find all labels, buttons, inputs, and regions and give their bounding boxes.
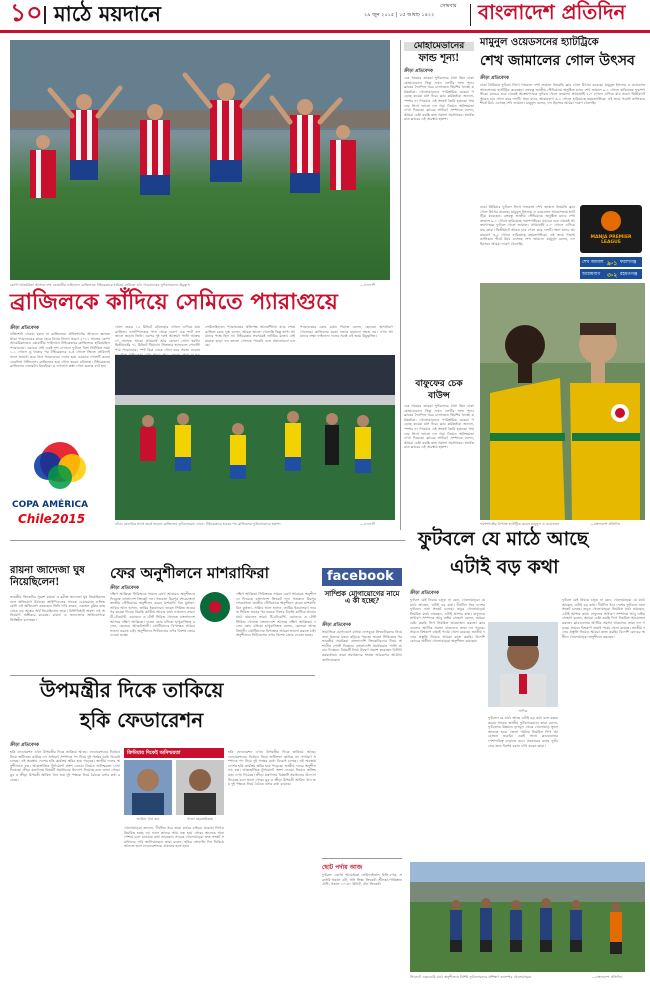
facebook-logo-text: facebook bbox=[327, 569, 394, 584]
score-team-b-1: ফরাশগঞ্জ bbox=[620, 260, 637, 265]
mashrafi-headline: ফের অনুশীলনে মাশরাফিরা bbox=[110, 564, 270, 582]
hockey-headline-2: হকি ফেডারেশন bbox=[80, 708, 204, 732]
facebook-byline: ক্রীড়া প্রতিবেদক bbox=[322, 623, 351, 628]
copa-logo-line2: Chile2015 bbox=[18, 512, 86, 526]
football-body-3: ফুটবল যেই নিয়মে চলুক না কেন, খেলোয়াড়রা যে মাঠে আছেন, এটাই বড় কথা। দীর্ঘদিন ধরে দেশের ফুটবলে নানা সংকট চলছে। তবুও খেলোয়াড়রা নিয়মিত মাঠে নামছেন, এটাই আশার কথা। বাফুফের সাধারণ সম্পাদক আবু নাঈম সোহাগ বলেন, আমরা চেষ্টা করছি লিগ নিয়মিত আয়োজন করতে। ক্লাবগুলোর আর্থিক সমস্যা থাকলেও তারা দল গড়ছে। সামনে বিশ্বকাপ বাছাই পর্বের খেলা রয়েছে। জাতীয় দলের প্রস্তুতি নিয়েও আমরা কাজ করছি। বিদেশি কোচের অধীনে খেলোয়াড়রা অনুশীলন করছেন। bbox=[562, 598, 645, 639]
bcb-logo-inner bbox=[209, 601, 221, 613]
hockey-portrait-caption-2: খাজা রহমতউল্লাহ bbox=[187, 817, 213, 821]
mamunul-wedson-photo bbox=[480, 283, 645, 520]
lead-headline: ব্রাজিলকে কাঁদিয়ে সেমিতে প্যারাগুয়ে bbox=[10, 289, 338, 315]
score-value-1: ৯-১ bbox=[607, 260, 618, 267]
score-team-a-1: শেখ জামাল bbox=[582, 260, 604, 265]
score-row-1 bbox=[580, 257, 642, 267]
facebook-logo bbox=[322, 568, 402, 586]
mamunul-photo-caption: ফরাশগঞ্জের বিপক্ষে হ্যাটট্রিক করেন মামুনুল ও ওয়েডসন bbox=[480, 522, 560, 526]
weekday: সোমবার bbox=[440, 3, 457, 9]
copa-logo-line1: COPA AMÉRICA bbox=[12, 500, 89, 510]
mashrafi-body-1: দক্ষিণ আফ্রিকা সিরিজকে সামনে রেখে আবারও অনুশীলনে ফিরেছে বাংলাদেশ ক্রিকেট দল। গতকাল মিরপুর শেরেবাংলা জাতীয় স্টেডিয়ামে অনুশীলন করেন মাশরাফি বিন মুর্তজা, সাকিব আল হাসান, তামিম ইকবালরা। ভারত সিরিজ জয়ের পর কয়েক দিনের বিরতি কাটিয়ে আবার মাঠে নামলেন তারা। টি-টোয়েন্টি, ওয়ানডে ও টেস্ট সিরিজ খেলতে বাংলাদেশে আসছে দক্ষিণ আফ্রিকা। দলের কোচ চন্ডিকা হাথুরুসিংহে বলেন, ছেলেরা আত্মবিশ্বাসী। প্রোটিয়াদের বিপক্ষেও আমরা ভালো করতে চাই। অনুশীলনে ফিটনেসের ওপর বিশেষ জোর দেওয়া হচ্ছে। bbox=[110, 592, 195, 638]
mamunul-body: ঢাকা প্রিমিয়ার ফুটবল লিগে গতকাল শেখ জামাল ধানমন্ডি ক্লাব গোল উৎসব করেছে। মামুনুল ইসলাম ও ওয়েডসন আনসেলমে হ্যাটট্রিক করেছেন। বঙ্গবন্ধু জাতীয় স্টেডিয়ামে অনুষ্ঠিত ম্যাচে শেখ জামাল ৯-১ গোলে হারিয়েছে ফরাশগঞ্জকে। ম্যাচের শুরু থেকেই আক্রমণাত্মক ফুটবল খেলে জামাল। প্রথমার্ধেই ৫-০ গোলে এগিয়ে যায় তারা। দ্বিতীয়ার্ধে আরও চার গোল করে দলটি। অন্য ম্যাচে আরামবাগ ৩-২ গোলে হারিয়েছে রহমতগঞ্জকে। এই জয়ে পয়েন্ট তালিকার শীর্ষে উঠে এসেছে শেখ জামাল। মামুনুল বলেন, দল হিসেবে আমরা দারুণ খেলেছি। bbox=[480, 83, 645, 106]
celebration-illustration bbox=[10, 40, 390, 280]
football-body-1: ফুটবল যেই নিয়মে চলুক না কেন, খেলোয়াড়রা যে মাঠে আছেন, এটাই বড় কথা। দীর্ঘদিন ধরে দেশের ফুটবলে নানা সংকট চলছে। তবুও খেলোয়াড়রা নিয়মিত মাঠে নামছেন, এটাই আশার কথা। বাফুফের সাধারণ সম্পাদক আবু নাঈম সোহাগ বলেন, আমরা চেষ্টা করছি লিগ নিয়মিত আয়োজন করতে। ক্লাবগুলোর আর্থিক সমস্যা থাকলেও তারা দল গড়ছে। সামনে বিশ্বকাপ বাছাই পর্বের খেলা রয়েছে। জাতীয় দলের প্রস্তুতি নিয়েও আমরা কাজ করছি। বিদেশি কোচের অধীনে খেলোয়াড়রা অনুশীলন করছেন। bbox=[410, 598, 485, 644]
column-rule bbox=[400, 40, 401, 530]
hockey-badge bbox=[124, 748, 224, 758]
hockey-badge-text: ক্রিমিয়ার দিকেই অনিশ্চয়তা bbox=[127, 750, 181, 756]
tv-schedule-body: ফুটবল: কোপা আমেরিকা সেমিফাইনাল চিলি-পেরু, সরাসরি সকাল ৫টা, সনি সিক্স। ক্রিকেট: শ্রীলঙ্কা-পাকিস্তান টেস্ট, সকাল ১০-৩০ মিনিট, টেন ক্রিকেট। bbox=[322, 873, 402, 887]
mohammedan-byline: ক্রীড়া প্রতিবেদক bbox=[404, 69, 433, 74]
hockey-headline-1: উপমন্ত্রীর দিকে তাকিয়ে bbox=[40, 678, 224, 702]
portrait-2-illustration bbox=[176, 760, 224, 815]
football-byline: ক্রীড়া প্রতিবেদক bbox=[410, 591, 439, 596]
football-headline-1: ফুটবলে যে মাঠে আছে bbox=[418, 528, 589, 550]
copa-america-logo bbox=[10, 432, 110, 532]
mashrafi-byline: ক্রীড়া প্রতিবেদক bbox=[110, 586, 139, 591]
rayna-headline-1: রায়না জাদেজা ঘুষ bbox=[10, 565, 85, 576]
lead-body-col1: প্রতিশোধ নেওয়া হলো না ব্রাজিলের। প্রতিশোধের আগুনে জ্বলতে থাকা প্যারাগুয়ের কাছে হেরে বিদায় নিলো তারা। ২০১১ সালের কোপা আমেরিকাতেও কোয়ার্টার ফাইনালে টাইব্রেকারে ব্রাজিলকে হারিয়েছিল প্যারাগুয়ে। এবারও সেই একই দৃশ্য দেখলো ফুটবল বিশ্ব। নির্ধারিত সময় ১-১ গোলে ড্র থাকার পর টাইব্রেকারে ৪-৩ গোলে জিতে সেমিফাইনালে জায়গা করে নিল প্যারাগুয়ে। দলের হয়ে একমাত্র গোলটি করেন ডেরলিস গঞ্জালেস। ব্রাজিলের হয়ে গোল করেন রবিনহো। টাইব্রেকারে ব্রাজিলের এভারটন রিবেইরো ও ডগলাস কস্তা গোল করতে ব্যর্থ হন। bbox=[10, 332, 110, 369]
lead-byline: ক্রীড়া প্রতিবেদক bbox=[10, 326, 39, 331]
tv-schedule-title: ছোট পর্দায় আজ bbox=[322, 864, 363, 871]
mashrafi-body-2: দক্ষিণ আফ্রিকা সিরিজকে সামনে রেখে আবারও অনুশীলনে ফিরেছে বাংলাদেশ ক্রিকেট দল। গতকাল মিরপুর শেরেবাংলা জাতীয় স্টেডিয়ামে অনুশীলন করেন মাশরাফি বিন মুর্তজা, সাকিব আল হাসান, তামিম ইকবালরা। ভারত সিরিজ জয়ের পর কয়েক দিনের বিরতি কাটিয়ে আবার মাঠে নামলেন তারা। টি-টোয়েন্টি, ওয়ানডে ও টেস্ট সিরিজ খেলতে বাংলাদেশে আসছে দক্ষিণ আফ্রিকা। দলের কোচ চন্ডিকা হাথুরুসিংহে বলেন, ছেলেরা আত্মবিশ্বাসী। প্রোটিয়াদের বিপক্ষেও আমরা ভালো করতে চাই। অনুশীলনে ফিটনেসের ওপর বিশেষ জোর দেওয়া হচ্ছে। bbox=[236, 592, 316, 638]
hockey-byline: ক্রীড়া প্রতিবেদক bbox=[10, 743, 39, 748]
mamunul-headline-1: মামুনুল ওয়েডসনের হ্যাটট্রিকে bbox=[480, 37, 599, 48]
score-team-b-2: রহমতগঞ্জ bbox=[620, 272, 638, 277]
mohammedan-subhead-1: বাফুফের চেক bbox=[415, 379, 463, 389]
sadiq-portrait-illustration bbox=[488, 622, 558, 707]
section-rule bbox=[10, 540, 405, 541]
league-logo-text: MANJA PREMIER LEAGUE bbox=[590, 235, 632, 245]
lead-photo-credit: —এএফপি bbox=[360, 283, 376, 287]
brazil-match-illustration bbox=[115, 355, 395, 520]
score-team-a-2: আরামবাগ bbox=[582, 272, 601, 277]
football-headline-2: এটাই বড় কথা bbox=[450, 556, 559, 578]
tv-schedule-box bbox=[322, 858, 402, 977]
section-rule-2 bbox=[10, 675, 315, 676]
lead-photo-caption: কোপা আমেরিকা আসরে শেষ কোয়ার্টার ফাইনালে ব্রাজিলকে টাইব্রেকারে হারিয়ে সেমিতে ওঠা প্যারাগুয়ের ফুটবলারদের উচ্ছ্বাস bbox=[10, 283, 190, 287]
sadiq-portrait-caption: সাদিক bbox=[518, 709, 528, 713]
mohammedan-body: এক সময়ের তারকা ফুটবলারে ঠাসা ছিল ঢাকা মোহামেডান। কিন্তু এখন দলটির ফান্ড শূন্য। ক্লাবের দৈনন্দিন খরচ চালাতেও হিমশিম খাচ্ছে কর্মকর্তারা। খেলোয়াড়দের পারিশ্রমিক বকেয়া পড়েছে কয়েক মাস ধরে। ক্লাব কর্মকর্তারা জানান, স্পন্সর না পাওয়ায় এই সংকট তৈরি হয়েছে। সামনের লিগে ভালো দল গড়া নিয়েও অনিশ্চয়তা দেখা দিয়েছে। ক্লাবের সাধারণ সম্পাদক বলেন, আমরা চেষ্টা করছি দ্রুত সমস্যা সমাধানের। সমর্থকরাও ক্লাবের এই অবস্থায় হতাশ। bbox=[404, 76, 474, 122]
lead-body-col4: প্যারাগুয়ের কোচ রামন দিয়াজ বলেন, ছেলেরা অসাধারণ খেলেছে। ব্রাজিলের মতো দলকে হারানো সহজ নয়। এখন আমাদের লক্ষ্য ফাইনাল। দলের সবাই এই জয়ে উচ্ছ্বসিত। bbox=[300, 325, 393, 339]
hockey-portrait-1 bbox=[124, 760, 172, 815]
sadiq-portrait bbox=[488, 622, 558, 707]
hockey-portrait-caption-1: আরিফ খান জয় bbox=[136, 817, 160, 821]
mohammedan-headline-2: ফান্ড শূন্য! bbox=[418, 53, 460, 64]
football-body-2: ফুটবলে যে মাঠে আছে এটাই বড় কথা বলে মন্তব্য করেন সাবেক জাতীয় ফুটবলাররাও। তারা বলেন, ফুটবলের উন্নয়নে তৃণমূল থেকে খেলোয়াড় তুলে আনতে হবে। জেলা পর্যায়ে নিয়মিত লিগ আয়োজন জরুরি। একই সাথে ক্লাবগুলোর পেশাদারিত্ব বাড়াতে হবে। সরকারের কাছে ফুটবলের জন্য বিশেষ বরাদ্দ দাবি করেন তারা। bbox=[488, 716, 558, 748]
training-photo-credit: —বাংলাদেশ প্রতিদিন bbox=[592, 975, 622, 979]
mohammedan-body-2: এক সময়ের তারকা ফুটবলারে ঠাসা ছিল ঢাকা মোহামেডান। কিন্তু এখন দলটির ফান্ড শূন্য। ক্লাবের দৈনন্দিন খরচ চালাতেও হিমশিম খাচ্ছে কর্মকর্তারা। খেলোয়াড়দের পারিশ্রমিক বকেয়া পড়েছে কয়েক মাস ধরে। ক্লাব কর্মকর্তারা জানান, স্পন্সর না পাওয়ায় এই সংকট তৈরি হয়েছে। সামনের লিগে ভালো দল গড়া নিয়েও অনিশ্চয়তা দেখা দিয়েছে। ক্লাবের সাধারণ সম্পাদক বলেন, আমরা চেষ্টা করছি দ্রুত সমস্যা সমাধানের। সমর্থকরাও ক্লাবের এই অবস্থায় হতাশ। bbox=[404, 404, 474, 450]
masthead-rule bbox=[0, 30, 650, 33]
masthead-divider bbox=[44, 6, 46, 24]
hockey-body-1: হকি ফেডারেশন এখন উপমন্ত্রীর দিকে তাকিয়ে আছে। ফেডারেশনের নির্বাচন নিয়ে জটিলতা কাটছে না। সাধারণ সম্পাদক পদ নিয়ে দুই পক্ষের মধ্যে বিরোধ চলছে। এই অবস্থায় দেশের হকি কার্যক্রম স্থবির হয়ে পড়েছে। জাতীয় দলের অনুশীলনও বন্ধ। আন্তর্জাতিক টুর্নামেন্টে অংশ নেওয়া নিয়েও অনিশ্চয়তা দেখা দিয়েছে। ক্রীড়া মন্ত্রণালয় বিষয়টি সমাধানের উদ্যোগ নিয়েছে বলে জানা গেছে। যুব ও ক্রীড়া উপমন্ত্রী আরিফ খান জয় দুই পক্ষকে নিয়ে বৈঠকে বসার কথা রয়েছে। bbox=[10, 750, 120, 782]
brazil-photo-caption: বাঁয়ে: রেফারির সাথে তর্কে জড়ান ব্রাজিলের ফুটবলাররা। ডানে: টাইব্রেকারে হারের পর ব্রাজিলের ফুটবলারদের হতাশা bbox=[115, 522, 281, 526]
portrait-1-illustration bbox=[124, 760, 172, 815]
bcb-logo bbox=[200, 592, 230, 622]
players-illustration bbox=[480, 283, 645, 520]
facebook-headline: সাম্প্রিক মোগায়োগের নামে এ কী হচ্ছে? bbox=[324, 589, 400, 606]
hockey-portrait-2 bbox=[176, 760, 224, 815]
mamunul-byline: ক্রীড়া প্রতিবেদক bbox=[480, 76, 509, 81]
masthead-divider-2 bbox=[470, 4, 471, 26]
mohammedan-headline-1: মোহামেডানের bbox=[404, 42, 474, 51]
paper-name: বাংলাদেশ প্রতিদিন bbox=[478, 0, 626, 24]
score-row-2 bbox=[580, 269, 642, 279]
lead-body-col3: সেমিফাইনালে প্যারাগুয়ের প্রতিপক্ষ আর্জেন্টিনা। ম্যাচ শেষে ব্রাজিল কোচ দুঙ্গা বলেন, আমরা ভালো খেলেছি কিন্তু ভাগ্য আমাদের পক্ষে ছিল না। টাইব্রেকার সবসময়ই লটারির মতো। নেইমারকে ছাড়া দল ভালো খেলতে পারেনি বলে সমালোচনা চলছে। bbox=[205, 325, 295, 348]
section-title: মাঠে ময়দানে bbox=[54, 1, 161, 26]
mamunul-photo-credit: —বাংলাদেশ প্রতিদিন bbox=[590, 522, 620, 526]
hockey-body-3: হকি ফেডারেশন এখন উপমন্ত্রীর দিকে তাকিয়ে আছে। ফেডারেশনের নির্বাচন নিয়ে জটিলতা কাটছে না। সাধারণ সম্পাদক পদ নিয়ে দুই পক্ষের মধ্যে বিরোধ চলছে। এই অবস্থায় দেশের হকি কার্যক্রম স্থবির হয়ে পড়েছে। জাতীয় দলের অনুশীলনও বন্ধ। আন্তর্জাতিক টুর্নামেন্টে অংশ নেওয়া নিয়েও অনিশ্চয়তা দেখা দিয়েছে। ক্রীড়া মন্ত্রণালয় বিষয়টি সমাধানের উদ্যোগ নিয়েছে বলে জানা গেছে। যুব ও ক্রীড়া উপমন্ত্রী আরিফ খান জয় দুই পক্ষকে নিয়ে বৈঠকে বসার কথা রয়েছে। bbox=[228, 750, 316, 787]
brazil-photo-credit: —এএফপি bbox=[360, 522, 376, 526]
date: ২৯ জুন ২০১৫ | ১৫ আষাঢ় ১৪২২ bbox=[364, 12, 435, 18]
training-illustration bbox=[410, 862, 645, 972]
mamunul-headline-2: শেখ জামালের গোল উৎসব bbox=[480, 53, 635, 69]
score-value-2: ৩-২ bbox=[607, 272, 618, 279]
mohammedan-subhead-2: বাউন্স bbox=[428, 391, 450, 401]
lead-body-col2: খেলা শুরুর ১৫ মিনিটে রবিনহোর গোলে এগিয়ে যায় ব্রাজিল। ফার্নান্দিনহোর পাস থেকে দারুণ এক শটে বল জালে জড়ান তিনি। এরপর দুই দলই আক্রমণ পাল্টা আক্রমণে খেলতে থাকে। প্রথমার্ধে আর কোনো গোল হয়নি। দ্বিতীয়ার্ধের ৭১ মিনিটে থিয়াগো সিলভার হ্যান্ডবলে পেনাল্টি পায় প্যারাগুয়ে। স্পট কিক থেকে গোল করে সমতা ফেরান bbox=[115, 325, 200, 352]
league-ball-icon bbox=[601, 211, 621, 231]
page-number: ১০ bbox=[10, 0, 43, 27]
mamunul-body-2: ঢাকা প্রিমিয়ার ফুটবল লিগে গতকাল শেখ জামাল ধানমন্ডি ক্লাব গোল উৎসব করেছে। মামুনুল ইসলাম ও ওয়েডসন আনসেলমে হ্যাটট্রিক করেছেন। বঙ্গবন্ধু জাতীয় স্টেডিয়ামে অনুষ্ঠিত ম্যাচে শেখ জামাল ৯-১ গোলে হারিয়েছে ফরাশগঞ্জকে। ম্যাচের শুরু থেকেই আক্রমণাত্মক ফুটবল খেলে জামাল। প্রথমার্ধেই ৫-০ গোলে এগিয়ে যায় তারা। দ্বিতীয়ার্ধে আরও চার গোল করে দলটি। অন্য ম্যাচে আরামবাগ ৩-২ গোলে হারিয়েছে রহমতগঞ্জকে। এই জয়ে পয়েন্ট তালিকার শীর্ষে উঠে এসেছে শেখ জামাল। মামুনুল বলেন, দল হিসেবে আমরা দারুণ খেলেছি। bbox=[480, 205, 575, 246]
rayna-body: ভারতীয় ক্রিকেটার সুরেশ রায়না ও রবীন্দ্র জাদেজা ঘুষ নিয়েছিলেন বলে অভিযোগ উঠেছে। আইপিএলের সাবেক চেয়ারম্যান ললিত মোদি এই অভিযোগ করেছেন। তিনি দাবি করেন, একজন বুকির কাছ থেকে বড় অঙ্কের অর্থ নিয়েছিলেন তারা। বিসিসিআই অবশ্য এই অভিযোগ অস্বীকার করেছে। রায়না ও জাদেজাও অভিযোগকে ভিত্তিহীন বলেছেন। bbox=[10, 595, 105, 622]
training-photo-caption: সিলেটে একাডেমি মাঠে অনুশীলনে বিশিষ্ট ফুটবলারদের প্রশিক্ষণ ক্যাম্পের খেলোয়াড়রা bbox=[410, 975, 532, 979]
football-training-photo bbox=[410, 862, 645, 972]
hockey-body-2: খেলোয়াড়রা জানান, দীর্ঘদিন ধরে তারা মাঠের বাইরে। ঘরোয়া লিগও নিয়মিত হচ্ছে না। ফলে তাদের আয় বন্ধ হয়ে গেছে। অনেকে অন্য পেশায় চলে যাওয়ার কথা ভাবছেন। সাবেক খেলোয়াড়রা দ্রুত সংকট সমাধানের দাবি জানিয়েছেন। তারা বলেন, হকির সোনালি দিন ফিরিয়ে আনতে হলে ফেডারেশনকে ঐক্যবদ্ধ হতে হবে। bbox=[124, 826, 224, 849]
facebook-body: সামাজিক যোগাযোগ মাধ্যম ফেসবুকে ক্রিকেটারদের নিয়ে নানা ধরনের মন্তব্য ছড়িয়ে পড়ছে। ভারত সিরিজের পর ভারতীয় সমর্থকরা বাংলাদেশি ক্রিকেটারদের নিয়ে অশালীন পোস্ট দিচ্ছেন। বাংলাদেশি সমর্থকরাও পাল্টা জবাব দিচ্ছেন। বিষয়টি নিয়ে উদ্বেগ প্রকাশ করেছেন বিসিবি কর্মকর্তারা। তারা সমর্থকদের সংযত আচরণের আহ্বান জানিয়েছেন। bbox=[322, 630, 402, 662]
rayna-headline-2: নিয়েছিলেন! bbox=[10, 577, 60, 588]
manja-premier-league-logo bbox=[580, 205, 642, 253]
paraguay-celebration-photo bbox=[10, 40, 390, 280]
brazil-match-photo bbox=[115, 355, 395, 520]
